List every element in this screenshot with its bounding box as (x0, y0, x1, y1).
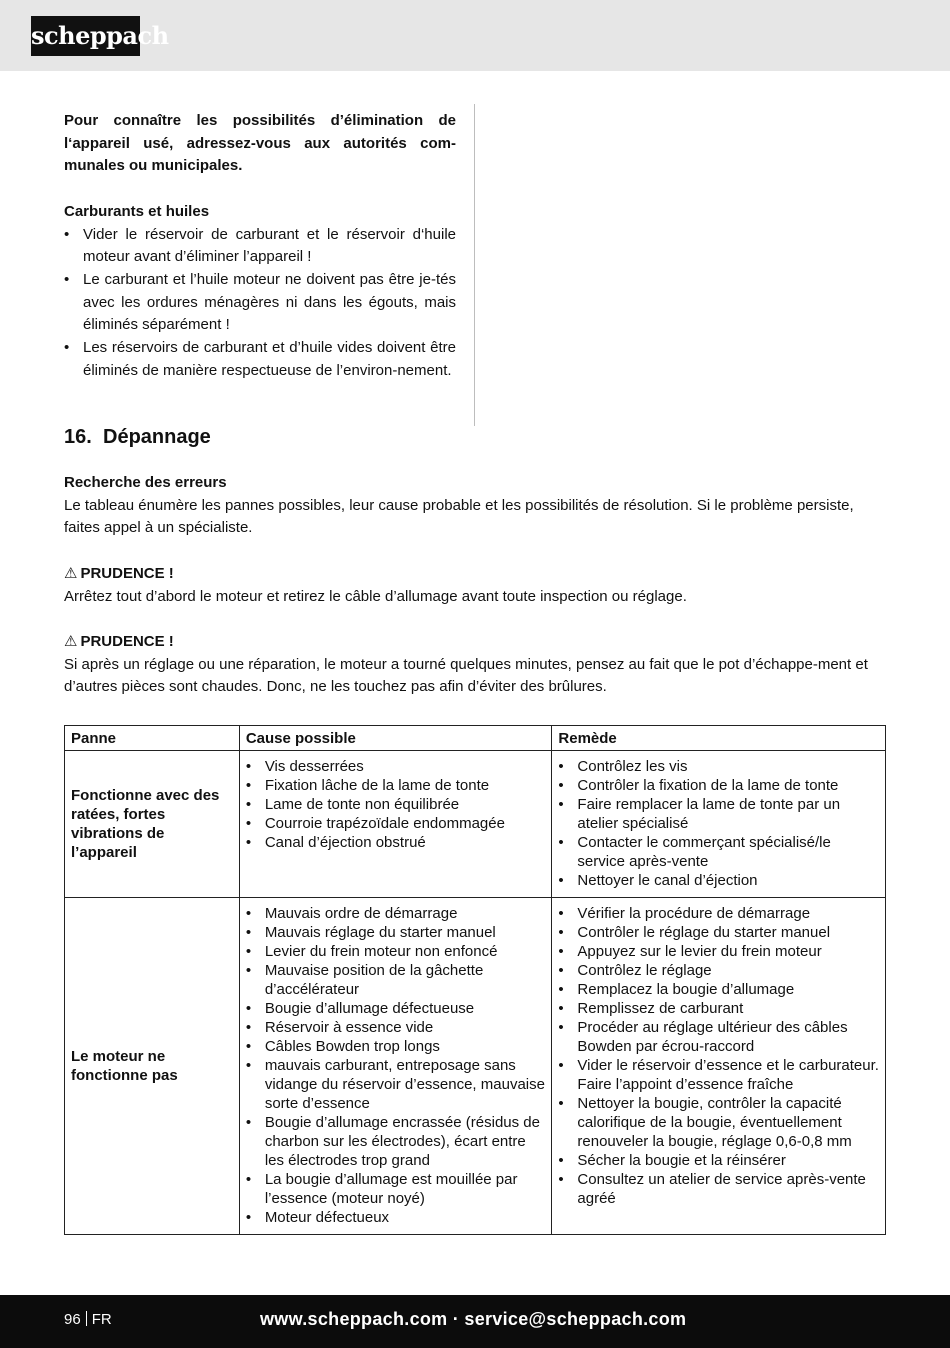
column-divider (474, 104, 475, 426)
list-item: • Contrôler le réglage du starter manuel (558, 923, 879, 942)
list-item: • Contrôlez les vis (558, 757, 879, 776)
page-number: 96 (64, 1311, 81, 1328)
search-text: Le tableau énumère les pannes possibles, leur cause probable et les possibilités de résolution. Si le problème persiste, faites appel à un spécialiste. (64, 496, 854, 537)
troubleshooting-intro (64, 472, 886, 699)
page-indicator (64, 1310, 112, 1330)
table-row (65, 898, 886, 1235)
list-item: • Vider le réservoir d’essence et le carburateur. Faire l’appoint d’essence fraîche (558, 1056, 879, 1094)
list-item: • Câbles Bowden trop longs (246, 1037, 546, 1056)
table-row (65, 751, 886, 898)
list-item: • Vérifier la procédure de démarrage (558, 904, 879, 923)
list-item: • Mauvais ordre de démarrage (246, 904, 546, 923)
cause-cell (239, 751, 552, 898)
warning-1-text: Arrêtez tout d’abord le moteur et retirez le câble d’allumage avant toute inspection ou réglage. (64, 587, 687, 605)
list-item: • Contrôler la fixation de la lame de tonte (558, 776, 879, 795)
warning-2-text: Si après un réglage ou une réparation, le moteur a tourné quelques minutes, pensez au fait que le pot d’échappe-ment et d’autres pièces sont chaudes. Donc, ne les touchez pas afin d’éviter des brûlures. (64, 655, 868, 696)
list-item: • Moteur défectueux (246, 1208, 546, 1227)
list-item: • Réservoir à essence vide (246, 1018, 546, 1037)
panne-cell: Fonctionne avec des ratées, fortes vibrations de l’appareil (65, 751, 240, 898)
remede-cell (552, 751, 886, 898)
list-item: • Remplacez la bougie d’allumage (558, 980, 879, 999)
list-item: • Faire remplacer la lame de tonte par un atelier spécialisé (558, 795, 879, 833)
left-column (64, 110, 456, 382)
list-item: • Fixation lâche de la lame de tonte (246, 776, 546, 795)
footer-contact: www.scheppach.com · service@scheppach.com (260, 1309, 687, 1329)
list-item: • Canal d’éjection obstrué (246, 833, 546, 852)
table-header-row (65, 726, 886, 751)
list-item: • mauvais carburant, entreposage sans vidange du réservoir d’essence, mauvaise sorte d’essence (246, 1056, 546, 1113)
list-item: • Le carburant et l’huile moteur ne doivent pas être je-tés avec les ordures ménagères ni dans les égouts, mais éliminés séparément ! (64, 269, 456, 337)
list-item: • Vider le réservoir de carburant et le réservoir d‘huile moteur avant d’éliminer l’appareil ! (64, 224, 456, 269)
search-heading: Recherche des erreurs (64, 474, 227, 491)
warning-label: PRUDENCE ! (80, 632, 174, 650)
warning-1-label-line (64, 563, 886, 586)
header-panne: Panne (65, 726, 240, 751)
header-cause: Cause possible (239, 726, 552, 751)
list-item: • Mauvaise position de la gâchette d’accélérateur (246, 961, 546, 999)
list-item: • Vis desserrées (246, 757, 546, 776)
scheppach-logo: scheppach (31, 16, 140, 56)
list-item: • Les réservoirs de carburant et d’huile vides doivent être éliminés de manière respectueuse de l’environ-nement. (64, 337, 456, 382)
list-item: • Lame de tonte non équilibrée (246, 795, 546, 814)
list-item: • La bougie d’allumage est mouillée par l’essence (moteur noyé) (246, 1170, 546, 1208)
page-separator (86, 1311, 87, 1326)
list-item: • Sécher la bougie et la réinsérer (558, 1151, 879, 1170)
page-footer (0, 1295, 950, 1348)
warning-triangle-icon: ⚠ (64, 564, 78, 582)
warning-triangle-icon: ⚠ (64, 632, 78, 650)
list-item: • Nettoyer le canal d’éjection (558, 871, 879, 890)
fuel-heading: Carburants et huiles (64, 202, 210, 220)
list-item: • Appuyez sur le levier du frein moteur (558, 942, 879, 961)
panne-cell: Le moteur ne fonctionne pas (65, 898, 240, 1235)
list-item: • Courroie trapézoïdale endommagée (246, 814, 546, 833)
troubleshooting-table (64, 725, 886, 1235)
list-item: • Bougie d’allumage défectueuse (246, 999, 546, 1018)
section-number: 16. (64, 426, 92, 448)
list-item: • Consultez un atelier de service après-vente agréé (558, 1170, 879, 1208)
section-title-text: Dépannage (103, 426, 211, 448)
header-remede: Remède (552, 726, 886, 751)
list-item: • Levier du frein moteur non enfoncé (246, 942, 546, 961)
list-item: • Remplissez de carburant (558, 999, 879, 1018)
disposal-intro: Pour connaître les possibilités d’élimination de l‘appareil usé, adressez-vous aux autorités com-munales ou municipales. (64, 112, 456, 175)
section-title (64, 424, 211, 450)
remede-cell (552, 898, 886, 1235)
warning-2-label-line (64, 631, 886, 654)
fuel-list (64, 224, 456, 383)
top-header-bar (0, 0, 950, 71)
list-item: • Nettoyer la bougie, contrôler la capacité calorifique de la bougie, éventuellement renouveler la bougie, réglage 0,6-0,8 mm (558, 1094, 879, 1151)
list-item: • Contacter le commerçant spécialisé/le service après-vente (558, 833, 879, 871)
list-item: • Contrôlez le réglage (558, 961, 879, 980)
list-item: • Procéder au réglage ultérieur des câbles Bowden par écrou-raccord (558, 1018, 879, 1056)
list-item: • Bougie d’allumage encrassée (résidus de charbon sur les électrodes), écart entre les électrodes trop grand (246, 1113, 546, 1170)
list-item: • Mauvais réglage du starter manuel (246, 923, 546, 942)
cause-cell (239, 898, 552, 1235)
warning-label: PRUDENCE ! (80, 564, 174, 582)
page-language: FR (91, 1311, 112, 1328)
